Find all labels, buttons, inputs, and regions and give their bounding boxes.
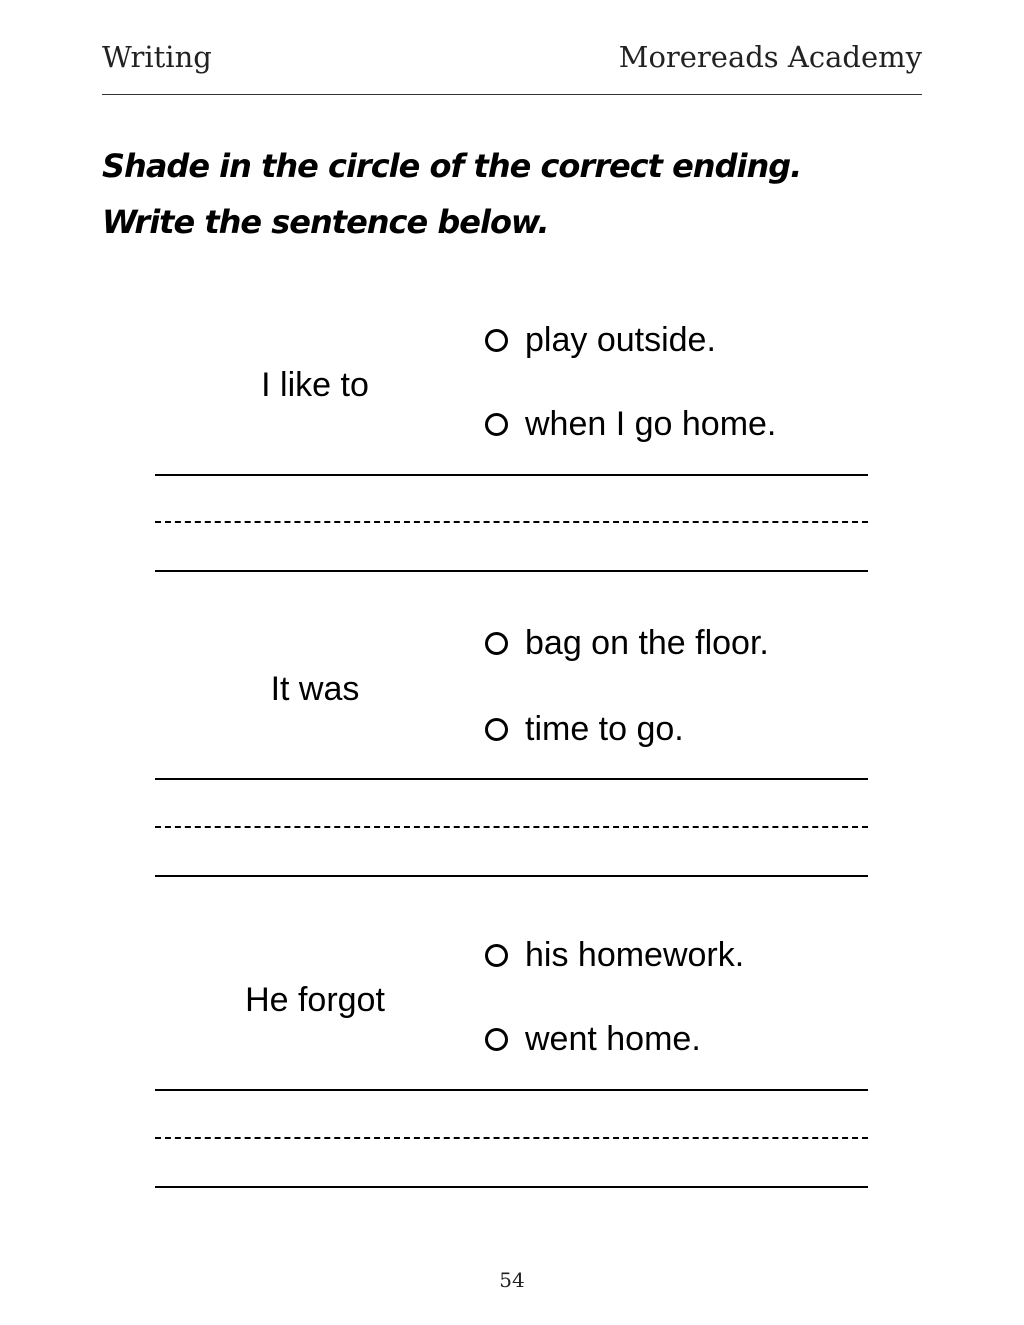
header-subject: Writing bbox=[102, 40, 212, 74]
option-label: play outside. bbox=[525, 320, 716, 359]
writing-line-mid[interactable] bbox=[155, 1137, 868, 1139]
writing-line-base[interactable] bbox=[155, 570, 868, 572]
writing-line-top[interactable] bbox=[155, 1089, 868, 1091]
header-publisher: Morereads Academy bbox=[618, 40, 922, 74]
page-number: 54 bbox=[499, 1268, 525, 1292]
answer-circle[interactable] bbox=[485, 944, 508, 967]
option-1[interactable] bbox=[485, 320, 716, 360]
option-1[interactable] bbox=[485, 623, 769, 663]
writing-line-top[interactable] bbox=[155, 474, 868, 476]
sentence-start: It was bbox=[270, 670, 360, 708]
option-label: time to go. bbox=[525, 709, 684, 748]
answer-circle[interactable] bbox=[485, 329, 508, 352]
exercise-2 bbox=[0, 620, 1024, 900]
answer-circle[interactable] bbox=[485, 632, 508, 655]
header-divider bbox=[102, 94, 922, 95]
sentence-start: I like to bbox=[261, 366, 369, 404]
instruction-line-2: Write the sentence below. bbox=[102, 203, 549, 241]
writing-line-mid[interactable] bbox=[155, 826, 868, 828]
writing-line-mid[interactable] bbox=[155, 521, 868, 523]
writing-line-base[interactable] bbox=[155, 1186, 868, 1188]
answer-circle[interactable] bbox=[485, 718, 508, 741]
instructions bbox=[102, 138, 922, 250]
option-label: his homework. bbox=[525, 935, 745, 974]
writing-line-base[interactable] bbox=[155, 875, 868, 877]
exercise-1 bbox=[0, 315, 1024, 595]
option-label: bag on the floor. bbox=[525, 623, 769, 662]
answer-circle[interactable] bbox=[485, 1028, 508, 1051]
option-label: when I go home. bbox=[525, 404, 777, 443]
sentence-start: He forgot bbox=[245, 981, 385, 1019]
instruction-line-1: Shade in the circle of the correct ending. bbox=[102, 147, 802, 185]
option-2[interactable] bbox=[485, 1019, 701, 1059]
option-label: went home. bbox=[525, 1019, 701, 1058]
answer-circle[interactable] bbox=[485, 413, 508, 436]
option-2[interactable] bbox=[485, 709, 684, 749]
option-2[interactable] bbox=[485, 404, 776, 444]
exercise-3 bbox=[0, 932, 1024, 1212]
option-1[interactable] bbox=[485, 935, 744, 975]
writing-line-top[interactable] bbox=[155, 778, 868, 780]
